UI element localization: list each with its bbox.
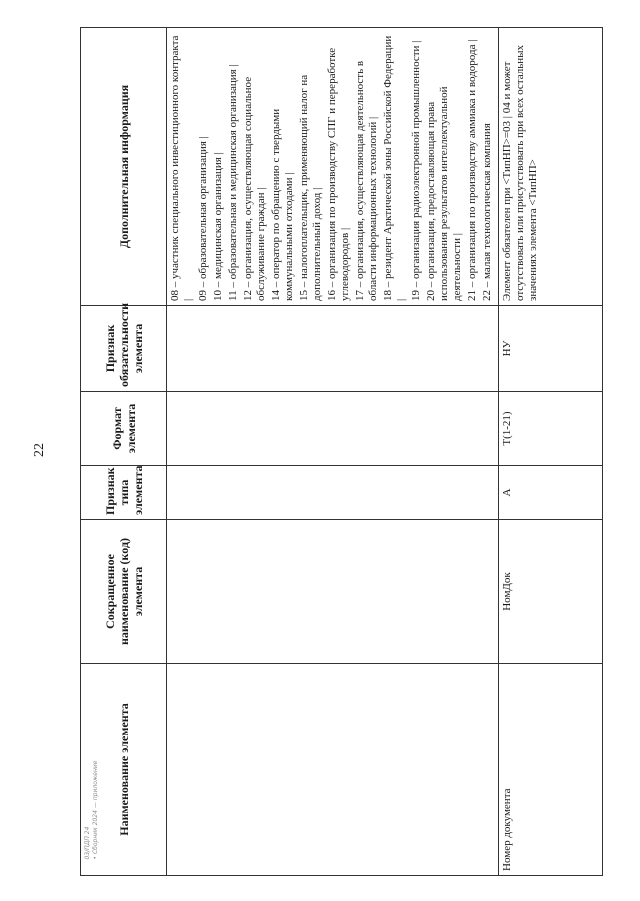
header-extra-info: Дополнительная информация bbox=[81, 28, 167, 306]
list-item: 11 – образовательная и медицинская организация | bbox=[227, 64, 239, 301]
cell-element-name: Номер документа bbox=[499, 664, 603, 876]
cell-required-flag: НУ bbox=[499, 306, 603, 392]
cell-empty bbox=[167, 392, 499, 466]
list-item: 16 – организация по производству СПГ и переработке углеводородов | bbox=[326, 47, 351, 301]
list-item: 17 – организация, осуществляющая деятельность в области информационных технологий | bbox=[354, 60, 379, 301]
list-item: 19 – организация радиоэлектронной промышленности | bbox=[410, 40, 422, 301]
cell-empty bbox=[167, 520, 499, 664]
list-item: 12 – организация, осуществляющая социальное обслуживание граждан | bbox=[242, 76, 267, 301]
elements-table bbox=[80, 27, 603, 876]
table-header-row bbox=[81, 28, 167, 876]
header-element-name: Наименование элемента bbox=[81, 664, 167, 876]
header-type-flag: Признак типа элемента bbox=[81, 466, 167, 520]
cell-codes-list bbox=[167, 28, 499, 306]
cell-type-flag: А bbox=[499, 466, 603, 520]
header-short-code: Сокращенное наименование (код) элемента bbox=[81, 520, 167, 664]
cell-empty bbox=[167, 306, 499, 392]
list-item: 15 – налогоплательщик, применяющий налог на дополнительный доход | bbox=[298, 74, 323, 301]
list-item: 18 – резидент Арктической зоны Российской Федерации | bbox=[382, 35, 407, 301]
cell-empty bbox=[167, 466, 499, 520]
header-required-flag: Признак обязательности элемента bbox=[81, 306, 167, 392]
list-item: 14 – оператор по обращению с твердыми коммунальными отходами | bbox=[270, 108, 295, 301]
table-row bbox=[499, 28, 603, 876]
list-item: 10 – медицинская организация | bbox=[212, 152, 224, 301]
list-item: 09 – образовательная организация | bbox=[197, 136, 209, 301]
taxpayer-type-codes bbox=[169, 32, 494, 301]
cell-format: T(1-21) bbox=[499, 392, 603, 466]
cell-empty bbox=[167, 664, 499, 876]
header-format: Формат элемента bbox=[81, 392, 167, 466]
list-item: 22 – малая технологическая компания bbox=[481, 123, 493, 301]
document-table-area bbox=[80, 28, 570, 876]
stamp-line: 03/ПДП 24 bbox=[84, 826, 91, 860]
table-row bbox=[167, 28, 499, 876]
list-item: 08 – участник специального инвестиционного контракта | bbox=[169, 35, 194, 301]
cell-short-code: НомДок bbox=[499, 520, 603, 664]
list-item: 21 – организация по производству аммиака и водорода | bbox=[466, 39, 478, 301]
cell-extra-info: Элемент обязателен при <ТипНП>=03 | 04 и может отсутствовать или присутствовать при всех остальных значениях элемента <ТипНП> bbox=[499, 28, 603, 306]
page-number: 22 bbox=[32, 443, 47, 457]
stamp-line: • Сборник 2024 — приложение bbox=[92, 760, 99, 860]
list-item: 20 – организация, предоставляющая права использования результатов интеллектуальной деятельности | bbox=[425, 86, 463, 301]
